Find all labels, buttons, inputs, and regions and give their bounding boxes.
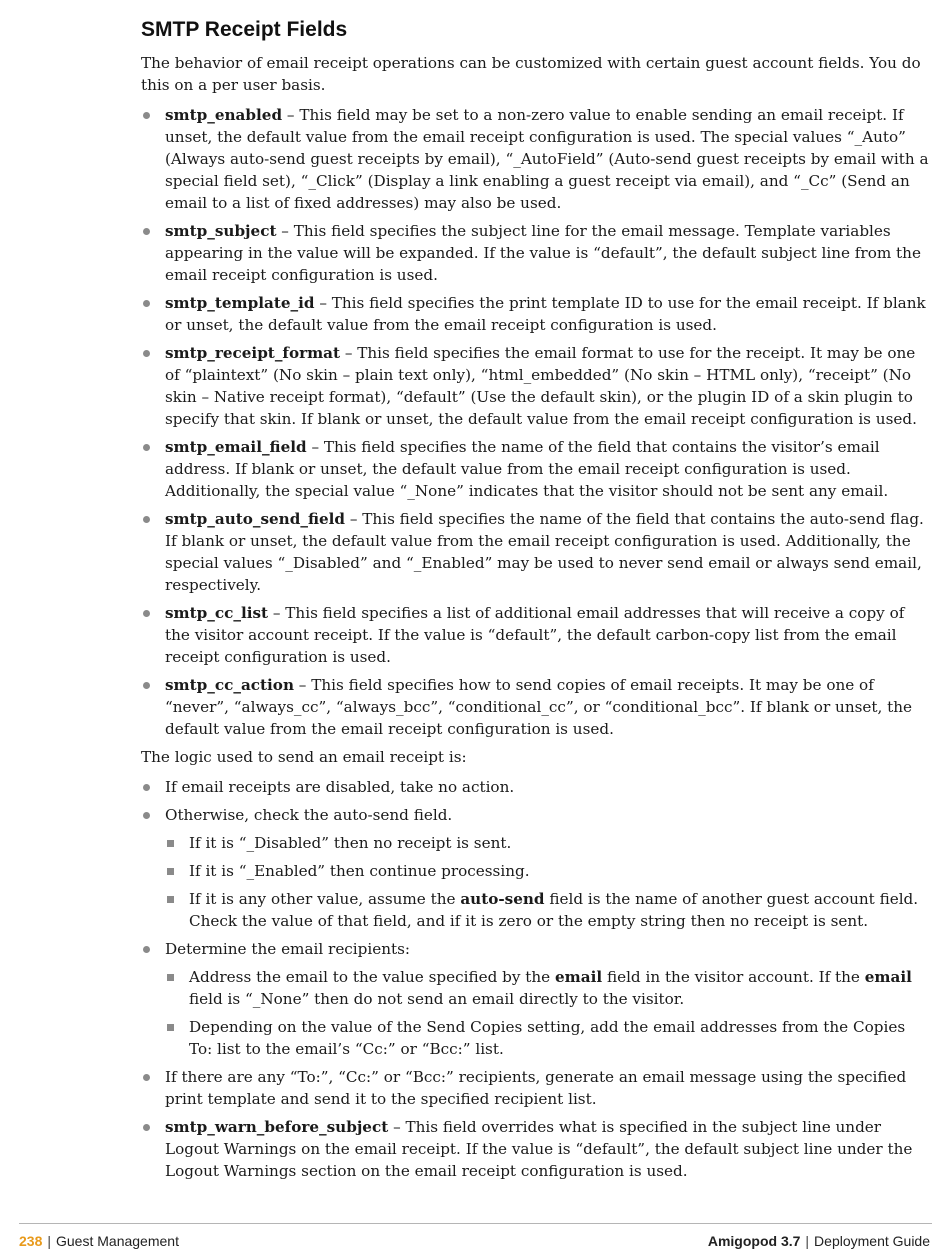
logic-step — [141, 1116, 931, 1182]
footer-separator: | — [805, 1233, 810, 1249]
list-item — [141, 602, 931, 668]
logic-substep-text: Address the email to the value specified by the — [189, 968, 555, 986]
intro-paragraph: The behavior of email receipt operations can be customized with certain guest account fields. You do this on a per user basis. — [141, 54, 921, 94]
logic-step-text: If email receipts are disabled, take no action. — [165, 778, 515, 796]
list-item — [141, 342, 931, 430]
list-item — [141, 674, 931, 740]
logic-substep-text: field is the name of another guest account field. Check the value of that field, and if it is zero or the empty string then no receipt is sent. — [189, 890, 919, 930]
list-item — [141, 508, 931, 596]
footer-right — [708, 1233, 930, 1249]
list-item — [141, 220, 931, 286]
field-name: smtp_warn_before_subject — [165, 1118, 389, 1136]
section-title: SMTP Receipt Fields — [141, 18, 348, 41]
field-description: – This field specifies the name of the field that contains the visitor’s email address. If blank or unset, the default value from the email receipt configuration is used. Additionally, the special value “_None” indicates that the visitor should not be sent any email. — [165, 438, 889, 500]
logic-step — [141, 938, 931, 1060]
logic-intro: The logic used to send an email receipt is: — [141, 748, 467, 766]
field-description: – This field specifies the print template ID to use for the email receipt. If blank or unset, the default value from the email receipt configuration is used. — [165, 294, 926, 334]
logic-step — [141, 804, 931, 932]
field-name: smtp_receipt_format — [165, 344, 341, 362]
field-name: smtp_enabled — [165, 106, 283, 124]
field-name: smtp_auto_send_field — [165, 510, 346, 528]
footer-separator: | — [47, 1233, 51, 1249]
logic-step-text: Determine the email recipients: — [165, 940, 411, 958]
footer-doc-title: Deployment Guide — [814, 1233, 930, 1249]
field-name: smtp_cc_list — [165, 604, 269, 622]
logic-sublist — [165, 832, 931, 932]
logic-substep-text: field in the visitor account. If the — [602, 968, 865, 986]
logic-substep-text: Depending on the value of the Send Copies setting, add the email addresses from the Copies To: list to the email’s “Cc:” or “Bcc:” list. — [189, 1018, 906, 1058]
field-name: smtp_email_field — [165, 438, 307, 456]
footer-product: Amigopod 3.7 — [707, 1233, 801, 1249]
logic-substep — [165, 966, 931, 1010]
field-description: – This field overrides what is specified in the subject line under Logout Warnings on the email receipt. If the value is “default”, the default subject line under the Logout Warnings section on the email receipt configuration is used. — [165, 1118, 913, 1180]
list-item — [141, 292, 931, 336]
logic-substep — [165, 832, 931, 854]
logic-step — [141, 776, 931, 798]
bold-term: email — [555, 968, 603, 986]
bold-term: email — [864, 968, 912, 986]
page-footer — [19, 1233, 930, 1253]
logic-substep-text: If it is any other value, assume the — [189, 890, 461, 908]
field-description: – This field specifies the subject line for the email message. Template variables appearing in the value will be expanded. If the value is “default”, the default subject line from the email receipt configuration is used. — [165, 222, 921, 284]
field-name: smtp_template_id — [165, 294, 315, 312]
field-name: smtp_cc_action — [165, 676, 294, 694]
logic-sublist — [165, 966, 931, 1060]
footer-section: Guest Management — [56, 1233, 179, 1249]
field-description: – This field specifies the email format to use for the receipt. It may be one of “plaintext” (No skin – plain text only), “html_embedded” (No skin – HTML only), “receipt” (No skin – Native receipt format), “default” (Use the default skin), or the plugin ID of a skin plugin to specify that skin. If blank or unset, the default value from the email receipt configuration is used. — [165, 344, 917, 428]
footer-divider — [19, 1223, 932, 1224]
logic-substep — [165, 1016, 931, 1060]
field-description: – This field specifies a list of additional email addresses that will receive a copy of the visitor account receipt. If the value is “default”, the default carbon-copy list from the email receipt configuration is used. — [165, 604, 905, 666]
main-content — [141, 16, 931, 1188]
logic-substep-text: If it is “_Enabled” then continue processing. — [189, 862, 530, 880]
logic-substep-text: field is “_None” then do not send an email directly to the visitor. — [189, 990, 685, 1008]
field-description: – This field specifies the name of the field that contains the auto-send flag. If blank or unset, the default value from the email receipt configuration is used. Additionally, the special values “_Disabled” and “_Enabled” may be used to never send email or always send email, respectively. — [165, 510, 924, 594]
logic-substep — [165, 888, 931, 932]
footer-left — [19, 1233, 179, 1249]
page-number: 238 — [19, 1233, 43, 1249]
logic-step — [141, 1066, 931, 1110]
field-description: – This field may be set to a non-zero value to enable sending an email receipt. If unset, the default value from the email receipt configuration is used. The special values “_Auto” (Always auto-send guest receipts by email), “_AutoField” (Auto-send guest receipts by email with a special field set), “_Click” (Display a link enabling a guest receipt via email), and “_Cc” (Send an email to a list of fixed addresses) may also be used. — [165, 106, 929, 212]
logic-step-text: Otherwise, check the auto-send field. — [165, 806, 453, 824]
logic-list — [141, 776, 931, 1182]
logic-substep-text: If it is “_Disabled” then no receipt is sent. — [189, 834, 512, 852]
list-item — [141, 436, 931, 502]
list-item — [141, 104, 931, 214]
field-description: – This field specifies how to send copies of email receipts. It may be one of “never”, “always_cc”, “always_bcc”, “conditional_cc”, or “conditional_bcc”. If blank or unset, the default value from the email receipt configuration is used. — [165, 676, 913, 738]
logic-substep — [165, 860, 931, 882]
logic-step-text: If there are any “To:”, “Cc:” or “Bcc:” recipients, generate an email message using the specified print template and send it to the specified recipient list. — [165, 1068, 907, 1108]
bold-term: auto-send — [460, 890, 545, 908]
field-name: smtp_subject — [165, 222, 277, 240]
field-list — [141, 104, 931, 740]
